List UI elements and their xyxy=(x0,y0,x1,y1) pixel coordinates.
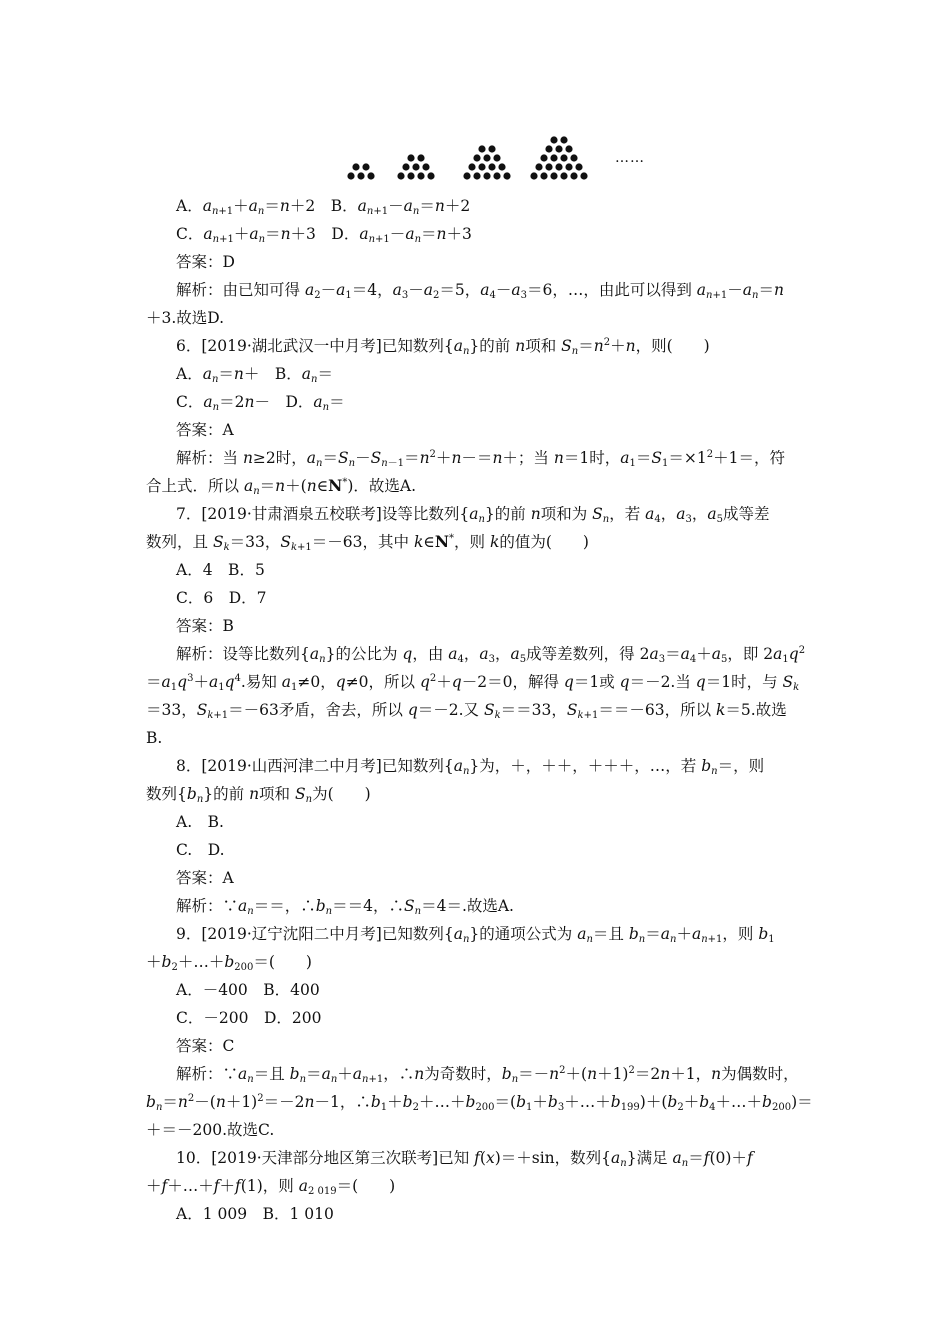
q6-options-cd: C．$a_n=2n-$ D．$a_n=$ xyxy=(176,393,345,413)
q7-stem-line2: 数列，且 $S_k=33$，$S_{k+1}=-63$，其中 k∈N*，则 k的值为( ) xyxy=(146,532,589,553)
dot xyxy=(580,172,587,179)
dot xyxy=(473,172,480,179)
q5-answer: 答案：D xyxy=(176,253,235,271)
dot xyxy=(550,136,557,143)
dot xyxy=(468,163,475,170)
dot xyxy=(535,163,542,170)
dot xyxy=(550,172,557,179)
dot-triangles-svg xyxy=(0,122,950,184)
q6-options-ab: A．$a_n=n+$ B．$a_n=$ xyxy=(176,365,334,385)
dot xyxy=(560,136,567,143)
dot xyxy=(412,163,419,170)
dot xyxy=(540,154,547,161)
q7-analysis-line2: $=a_1q^3+a_1q^4$.易知 $a_1\ne 0$，q≠0，所以 $q^2+q-2=0$，解得 q＝1或 q＝－2.当 q＝1时，与 $S_k$ xyxy=(146,673,800,693)
dot xyxy=(540,172,547,179)
dot xyxy=(565,145,572,152)
q5-options-ab: A．$a_{n+1}+a_n=n+2$ B．$a_{n+1}-a_n=n+2$ xyxy=(176,197,471,217)
q7-analysis-line1: 解析：设等比数列$\{a_n\}$的公比为 q，由 $a_4$，$a_3$，$a_5$成等差数列，得 $2a_3=a_4+a_5$，即 $2a_1q^2$ xyxy=(176,645,806,665)
q6-analysis-line1: 解析：当 n≥2时，$a_n=S_n-S_{n-1}=n^2+n-=n+$；当 n＝1时，$a_1=S_1=\times 1^2+1=$，符 xyxy=(176,449,785,469)
q6-analysis-line2: 合上式．所以 $a_n=n+(n\in N^*)$．故选A. xyxy=(146,476,417,497)
dot xyxy=(545,163,552,170)
q9-analysis-line2: $b_n=n^2-(n+1)^2=-2n-1$，$\therefore b_1+b_2+\dots+b_{200}=(b_1+b_3+\dots+b_{199})+(b_2+b_4+\dots+b_{200})=$ xyxy=(146,1093,813,1113)
dot xyxy=(565,163,572,170)
q9-options-cd: C．－200 D．200 xyxy=(176,1009,322,1027)
q7-analysis-line4: B. xyxy=(146,729,163,747)
dot xyxy=(530,172,537,179)
dot xyxy=(357,172,364,179)
dot xyxy=(488,145,495,152)
dot-pattern-figure xyxy=(0,122,950,184)
q7-answer: 答案：B xyxy=(176,617,234,635)
dot xyxy=(555,163,562,170)
q6-stem: 6．[2019·湖北武汉一中月考]已知数列$\{a_n\}$的前 n项和 $S_n=n^2+n$，则( ) xyxy=(176,337,710,357)
q8-stem-line2: 数列$\{b_n\}$的前 n项和 $S_n$为( ) xyxy=(146,785,371,805)
dot xyxy=(362,163,369,170)
dot xyxy=(463,172,470,179)
q9-stem-line2: $+b_2+\dots+b_{200}=$( ) xyxy=(146,953,312,973)
dot xyxy=(422,163,429,170)
dot xyxy=(417,172,424,179)
q7-options-ab: A．4 B．5 xyxy=(176,561,265,579)
dot xyxy=(367,172,374,179)
dot xyxy=(347,172,354,179)
dot xyxy=(560,172,567,179)
q5-analysis-line1: 解析：由已知可得 $a_2-a_1=4$，$a_3-a_2=5$，$a_4-a_3=6$，…，由此可以得到 $a_{n+1}-a_n=n$ xyxy=(176,281,784,301)
dot xyxy=(575,163,582,170)
q5-analysis-line2: ＋3.故选D. xyxy=(146,309,225,327)
q10-options-ab: A．1 009 B．1 010 xyxy=(176,1205,334,1223)
dot xyxy=(417,154,424,161)
dot xyxy=(570,154,577,161)
dot xyxy=(397,172,404,179)
q9-analysis-line1: 解析：$\because a_n=$且 $b_n=a_n+a_{n+1}$，∴n为奇数时，$b_n=-n^2+(n+1)^2=2n+1$，n为偶数时， xyxy=(176,1065,799,1085)
dot xyxy=(478,145,485,152)
q8-analysis-line1: 解析：$\because a_n==$，$\therefore b_n==4$，$\therefore S_n=4=$.故选A. xyxy=(176,897,514,917)
q8-answer: 答案：A xyxy=(176,869,234,887)
dot xyxy=(478,163,485,170)
q8-stem-line1: 8．[2019·山西河津二中月考]已知数列$\{a_n\}$为，＋，＋＋，＋＋＋，…，若 $b_n=$，则 xyxy=(176,757,765,777)
dot xyxy=(503,172,510,179)
q7-stem-line1: 7．[2019·甘肃酒泉五校联考]设等比数列$\{a_n\}$的前 n项和为 $S_n$，若 $a_4$，$a_3$，$a_5$成等差 xyxy=(176,505,770,525)
dot xyxy=(488,163,495,170)
dot xyxy=(402,163,409,170)
dot xyxy=(407,172,414,179)
q6-answer: 答案：A xyxy=(176,421,234,439)
dot xyxy=(407,154,414,161)
dot xyxy=(555,145,562,152)
dot xyxy=(483,172,490,179)
q9-analysis-line3: ＋＝－200.故选C. xyxy=(146,1121,275,1139)
dot xyxy=(560,154,567,161)
q9-options-ab: A．－400 B．400 xyxy=(176,981,320,999)
dot xyxy=(498,163,505,170)
figure-ellipsis: …… xyxy=(615,150,645,166)
q10-stem-line2: ＋f＋…＋f＋f(1)，则 $a_{2 019}=$( ) xyxy=(146,1177,396,1197)
q8-options-cd: C. D. xyxy=(176,841,225,859)
q9-answer: 答案：C xyxy=(176,1037,235,1055)
q5-options-cd: C．$a_{n+1}+a_n=n+3$ D．$a_{n+1}-a_n=n+3$ xyxy=(176,225,472,245)
dot xyxy=(427,172,434,179)
q10-stem-line1: 10．[2019·天津部分地区第三次联考]已知 f(x)＝＋sin，数列$\{a_n\}$满足 $a_n=f(0)+f$ xyxy=(176,1149,753,1169)
dot xyxy=(550,154,557,161)
dot xyxy=(473,154,480,161)
q7-options-cd: C．6 D．7 xyxy=(176,589,267,607)
dot xyxy=(545,145,552,152)
q8-options-ab: A. B. xyxy=(176,813,224,831)
dot xyxy=(352,163,359,170)
q9-stem-line1: 9．[2019·辽宁沈阳二中月考]已知数列$\{a_n\}$的通项公式为 $a_n=$且 $b_n=a_n+a_{n+1}$，则 $b_1$ xyxy=(176,925,775,945)
dot xyxy=(493,154,500,161)
q7-analysis-line3: ＝33，$S_{k+1}=-63$矛盾，舍去，所以 q＝－2.又 $S_k==33$，$S_{k+1}==-63$，所以 k＝5.故选 xyxy=(146,701,787,721)
dot xyxy=(570,172,577,179)
dot xyxy=(483,154,490,161)
dot xyxy=(493,172,500,179)
